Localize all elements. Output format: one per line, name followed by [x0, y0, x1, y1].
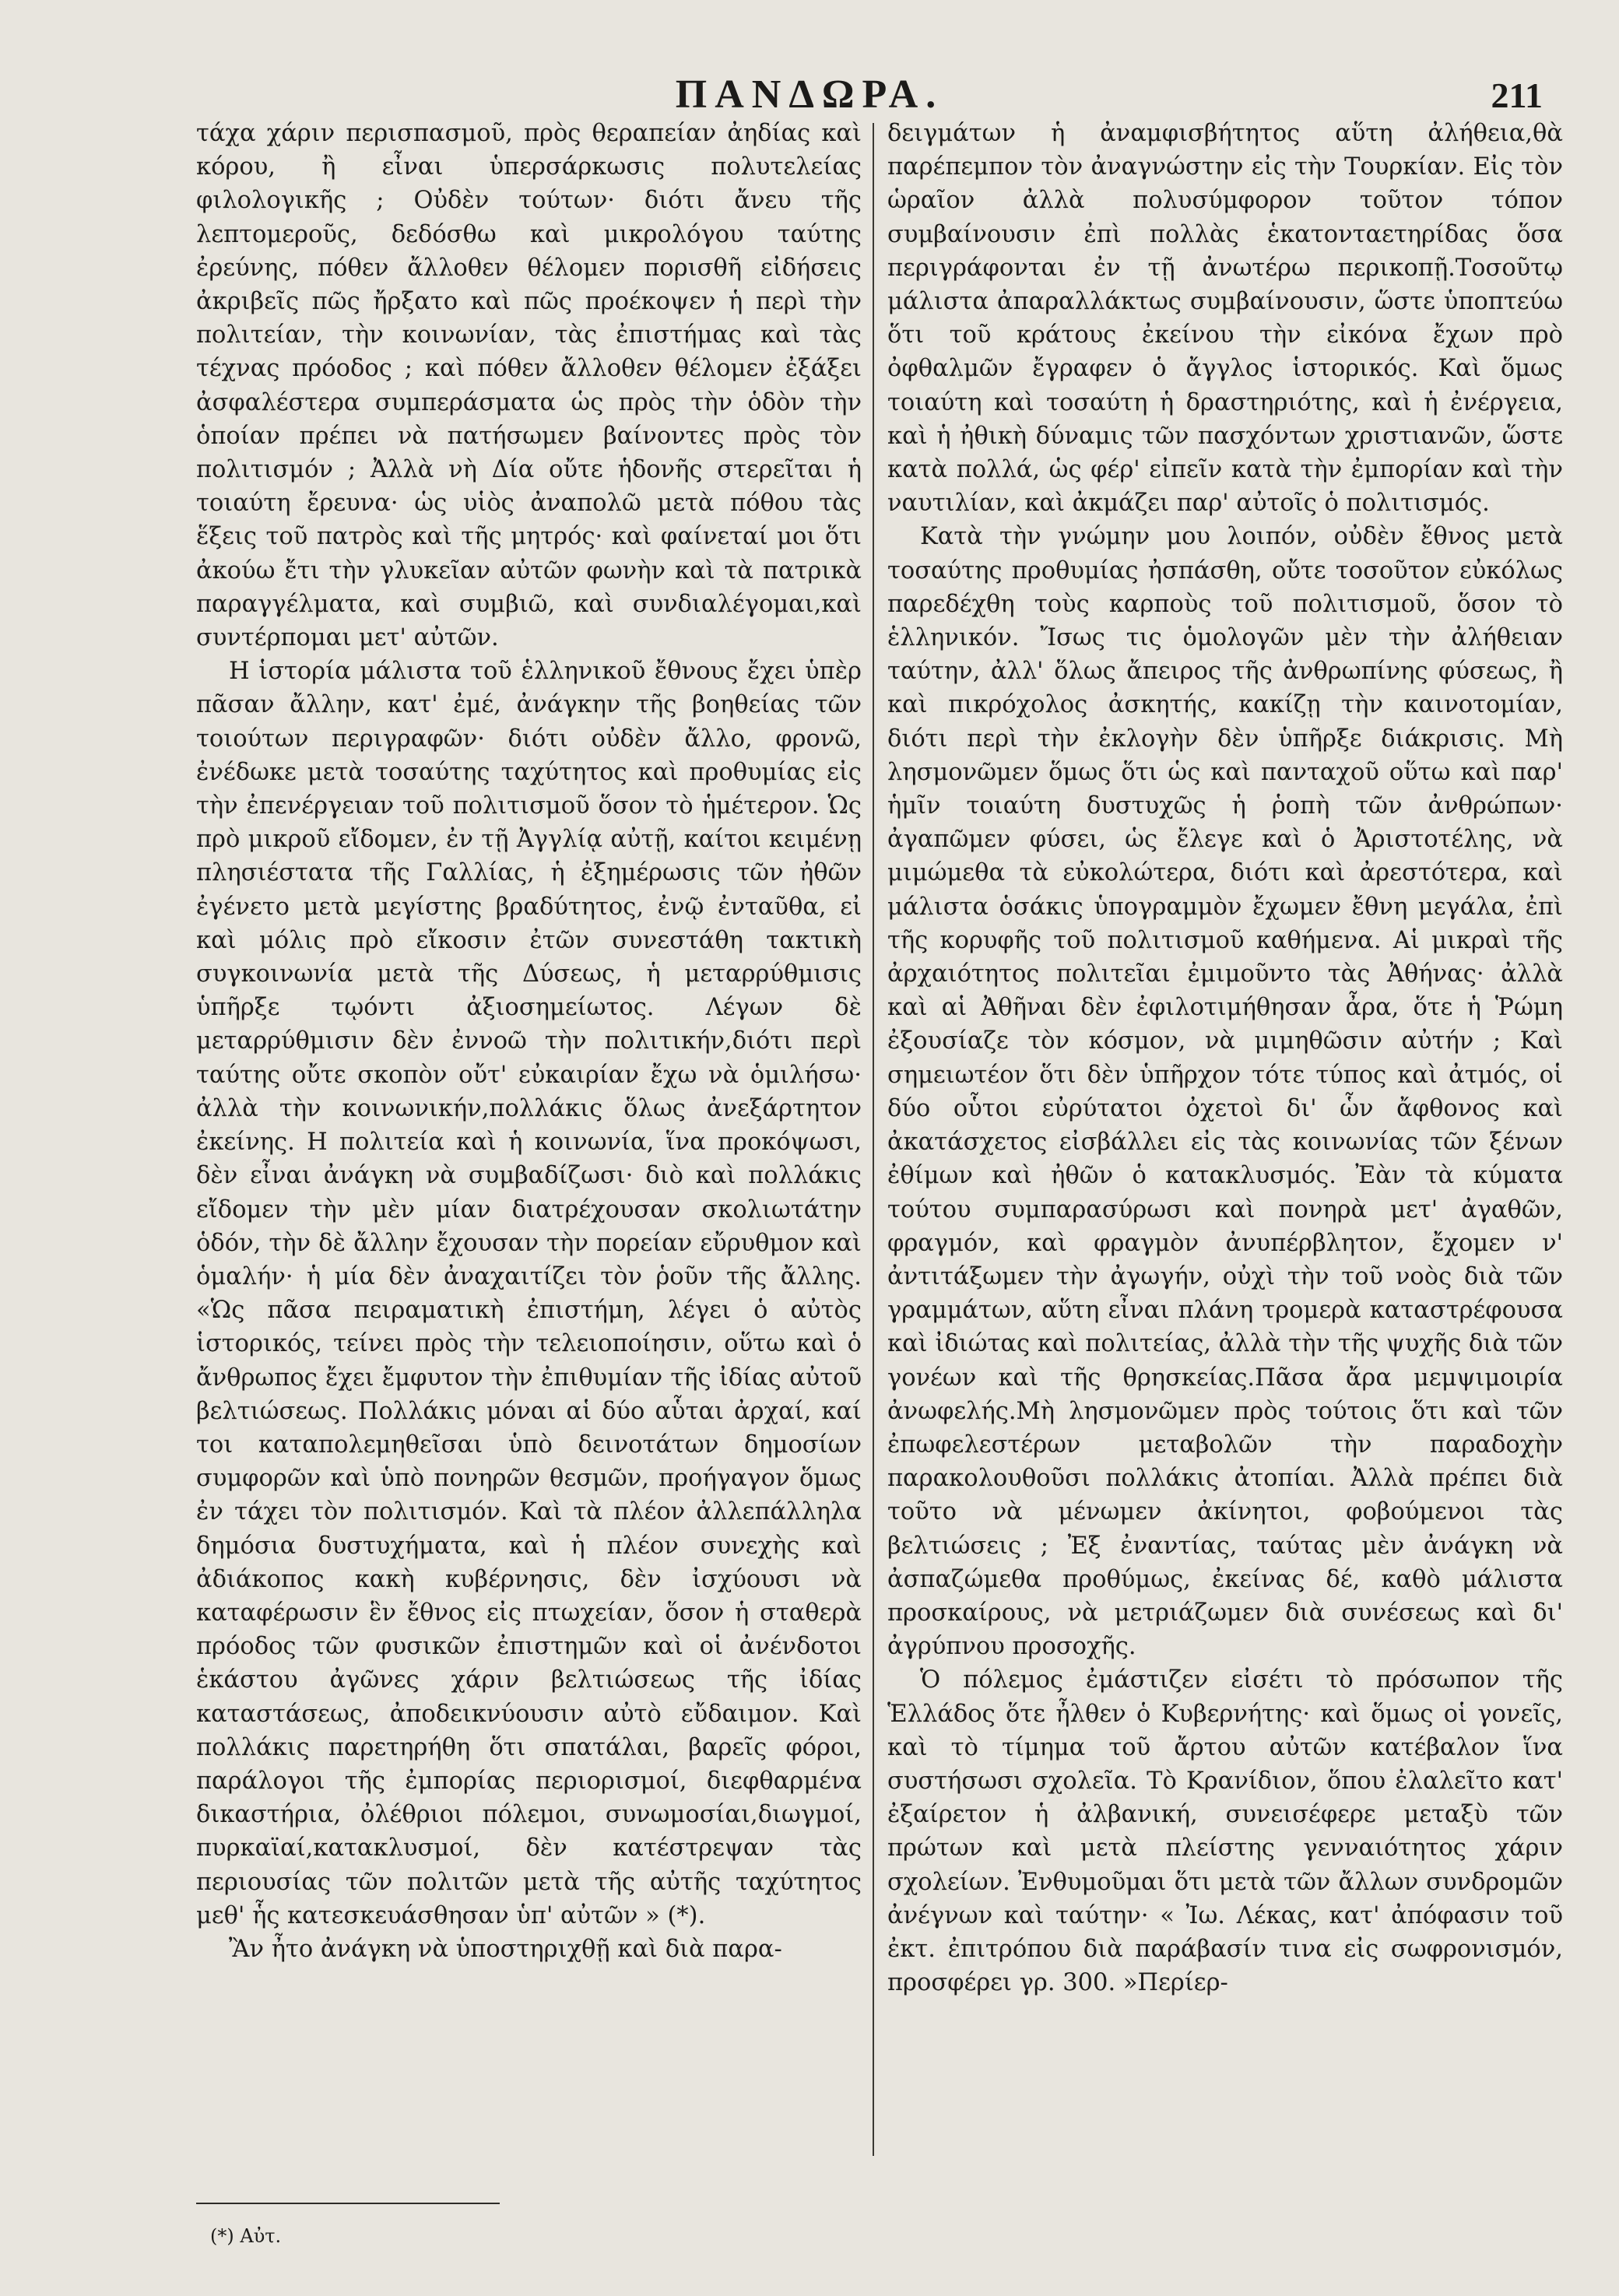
column-divider — [873, 123, 874, 2156]
left-paragraph-2: Η ἱστορία μάλιστα τοῦ ἑλληνικοῦ ἔθνους ἔχει ὑπὲρ πᾶσαν ἄλλην, κατ' ἐμέ, ἀνάγκην τῆς βοηθείας τῶν τοιούτων περιγραφῶν· διότι οὐδὲν ἄλλο, φρονῶ, ἐνέδωκε μετὰ τοσαύτης ταχύτητος καὶ προθυμίας εἰς τὴν ἐπενέργειαν τοῦ πολιτισμοῦ ὅσον τὸ ἡμέτερον. Ὡς πρὸ μικροῦ εἴδομεν, ἐν τῇ Ἀγγλίᾳ αὐτῇ, καίτοι κειμένῃ πλησιέστατα τῆς Γαλλίας, ἡ ἐξημέρωσις τῶν ἠθῶν ἐγένετο μετὰ μεγίστης βραδύτητος, ἐνῷ ἐνταῦθα, εἰ καὶ μόλις πρὸ εἴκοσιν ἐτῶν συνεστάθη τακτικὴ συγκοινωνία μετὰ τῆς Δύσεως, ἡ μεταρρύθμισις ὑπῆρξε τῳόντι ἀξιοσημείωτος. Λέγων δὲ μεταρρύθμισιν δὲν ἐννοῶ τὴν πολιτικήν,διότι περὶ ταύτης οὔτε σκοπὸν οὔτ' εὐκαιρίαν ἔχω νὰ ὁμιλήσω· ἀλλὰ τὴν κοινωνικήν,πολλάκις ὅλως ἀνεξάρτητον ἐκείνης. Η πολιτεία καὶ ἡ κοινωνία, ἵνα προκόψωσι, δὲν εἶναι ἀνάγκη νὰ συμβαδίζωσι· διὸ καὶ πολλάκις εἴδομεν τὴν μὲν μίαν διατρέχουσαν σκολιωτάτην ὁδόν, τὴν δὲ ἄλλην ἔχουσαν τὴν πορείαν εὔρυθμον καὶ ὁμαλήν· ἡ μία δὲν ἀναχαιτίζει τὸν ῥοῦν τῆς ἄλλης. «Ὡς πᾶσα πειραματικὴ ἐπιστήμη, λέγει ὁ αὐτὸς ἱστορικός, τείνει πρὸς τὴν τελειοποίησιν, οὕτω καὶ ὁ ἄνθρωπος ἔχει ἔμφυτον τὴν ἐπιθυμίαν τῆς ἰδίας αὐτοῦ βελτιώσεως. Πολλάκις μόναι αἱ δύο αὗται ἀρχαί, καί τοι καταπολεμηθεῖσαι ὑπὸ δεινοτάτων δημοσίων συμφορῶν καὶ ὑπὸ πονηρῶν θεσμῶν, προήγαγον ὅμως ἐν τάχει τὸν πολιτισμόν. Καὶ τὰ πλέον ἀλλεπάλληλα δημόσια δυστυχήματα, καὶ ἡ πλέον συνεχὴς καὶ ἀδιάκοπος κακὴ κυβέρνησις, δὲν ἰσχύουσι νὰ καταφέρωσιν ἓν ἔθνος εἰς πτωχείαν, ὅσον ἡ σταθερὰ πρόοδος τῶν φυσικῶν ἐπιστημῶν καὶ οἱ ἀνένδοτοι ἑκάστου ἀγῶνες χάριν βελτιώσεως τῆς ἰδίας καταστάσεως, ἀποδεικνύουσιν αὐτὸ εὔδαιμον. Καὶ πολλάκις παρετηρήθη ὅτι σπατάλαι, βαρεῖς φόροι, παράλογοι τῆς ἐμπορίας περιορισμοί, διεφθαρμένα δικαστήρια, ὀλέθριοι πόλεμοι, συνωμοσίαι,διωγμοί, πυρκαϊαί,κατακλυσμοί, δὲν κατέστρεψαν τὰς περιουσίας τῶν πολιτῶν μετὰ τῆς αὐτῆς ταχύτητος μεθ' ἧς κατεσκευάσθησαν ὑπ' αὐτῶν » (*). — [196, 658, 862, 1929]
right-paragraph-1: δειγμάτων ἡ ἀναμφισβήτητος αὕτη ἀλήθεια,θὰ παρέπεμπον τὸν ἀναγνώστην εἰς τὴν Τουρκίαν. Εἰς τὸν ὡραῖον ἀλλὰ πολυσύμφορον τοῦτον τόπον συμβαίνουσιν ἐπὶ πολλὰς ἑκατονταετηρίδας ὅσα περιγράφονται ἐν τῇ ἀνωτέρω περικοπῇ.Τοσοῦτῳ μάλιστα ἀπαραλλάκτως συμβαίνουσιν, ὥστε ὑποπτεύω ὅτι τοῦ κράτους ἐκείνου τὴν εἰκόνα ἔχων πρὸ ὀφθαλμῶν ἔγραφεν ὁ ἄγγλος ἱστορικός. Καὶ ὅμως τοιαύτη καὶ τοσαύτη ἡ δραστηριότης, καὶ ἡ ἐνέργεια, καὶ ἡ ἠθικὴ δύναμις τῶν πασχόντων χριστιανῶν, ὥστε κατὰ πολλά, ὡς φέρ' εἰπεῖν κατὰ τὴν ἐμπορίαν καὶ τὴν ναυτιλίαν, καὶ ἀκμάζει παρ' αὐτοῖς ὁ πολιτισμός. — [887, 120, 1563, 518]
footnote: (*) Αὐτ. — [210, 2225, 282, 2247]
left-paragraph-3: Ἂν ἦτο ἀνάγκη νὰ ὑποστηριχθῇ καὶ διὰ παρα- — [229, 1935, 782, 1963]
left-paragraph-1: τάχα χάριν περισπασμοῦ, πρὸς θεραπείαν ἀηδίας καὶ κόρου, ἢ εἶναι ὑπερσάρκωσις πολυτελείας φιλολογικῆς ; Οὐδὲν τούτων· διότι ἄνευ τῆς λεπτομεροῦς, δεδόσθω καὶ μικρολόγου ταύτης ἐρεύνης, πόθεν ἄλλοθεν θέλομεν πορισθῆ εἰδήσεις ἀκριβεῖς πῶς ἤρξατο καὶ πῶς προέκοψεν ἡ περὶ τὴν πολιτείαν, τὴν κοινωνίαν, τὰς ἐπιστήμας καὶ τὰς τέχνας πρόοδος ; καὶ πόθεν ἄλλοθεν θέλομεν ἐξάξει ἀσφαλέστερα συμπεράσματα ὡς πρὸς τὴν ὁδὸν τὴν ὁποίαν πρέπει νὰ πατήσωμεν βαίνοντες πρὸς τὸν πολιτισμόν ; Ἀλλὰ νὴ Δία οὔτε ἡδονῆς στερεῖται ἡ τοιαύτη ἔρευνα· ὡς υἱὸς ἀναπολῶ μετὰ πόθου τὰς ἕξεις τοῦ πατρὸς καὶ τῆς μητρός· καὶ φαίνεταί μοι ὅτι ἀκούω ἔτι τὴν γλυκεῖαν αὐτῶν φωνὴν καὶ τὰ πατρικὰ παραγγέλματα, καὶ συμβιῶ, καὶ συνδιαλέγομαι,καὶ συντέρπομαι μετ' αὐτῶν. — [196, 120, 862, 652]
running-head — [0, 72, 1619, 118]
right-paragraph-2: Κατὰ τὴν γνώμην μου λοιπόν, οὐδὲν ἔθνος μετὰ τοσαύτης προθυμίας ἠσπάσθη, οὔτε τοσοῦτον εὐκόλως παρεδέχθη τοὺς καρποὺς τοῦ πολιτισμοῦ, ὅσον τὸ ἑλληνικόν. Ἴσως τις ὁμολογῶν μὲν τὴν ἀλήθειαν ταύτην, ἀλλ' ὅλως ἄπειρος τῆς ἀνθρωπίνης φύσεως, ἢ καὶ πικρόχολος ἀσκητής, κακίζῃ τὴν καινοτομίαν, διότι περὶ τὴν ἐκλογὴν δὲν ὑπῆρξε διάκρισις. Μὴ λησμονῶμεν ὅμως ὅτι ὡς καὶ πανταχοῦ οὕτω καὶ παρ' ἡμῖν τοιαύτη δυστυχῶς ἡ ῥοπὴ τῶν ἀνθρώπων· ἀγαπῶμεν φύσει, ὡς ἔλεγε καὶ ὁ Ἀριστοτέλης, νὰ μιμώμεθα τὰ εὐκολώτερα, διότι καὶ ἀρεστότερα, καὶ μάλιστα ὁσάκις ὑπογραμμὸν ἔχωμεν ἔθνη μεγάλα, ἐπὶ τῆς κορυφῆς τοῦ πολιτισμοῦ καθήμενα. Αἱ μικραὶ τῆς ἀρχαιότητος πολιτεῖαι ἐμιμοῦντο τὰς Ἀθήνας· ἀλλὰ καὶ αἱ Ἀθῆναι δὲν ἐφιλοτιμήθησαν ἆρα, ὅτε ἡ Ῥώμη ἐξουσίαζε τὸν κόσμον, νὰ μιμηθῶσιν αὐτήν ; Καὶ σημειωτέον ὅτι δὲν ὑπῆρχον τότε τύπος καὶ ἀτμός, οἱ δύο οὗτοι εὐρύτατοι ὀχετοὶ δι' ὧν ἄφθονος καὶ ἀκατάσχετος εἰσβάλλει εἰς τὰς κοινωνίας τῶν ξένων ἐθίμων καὶ ἠθῶν ὁ κατακλυσμός. Ἐὰν τὰ κύματα τούτου συμπαρασύρωσι καὶ πονηρὰ μετ' ἀγαθῶν, φραγμόν, καὶ φραγμὸν ἀνυπέρβλητον, ἔχομεν ν' ἀντιτάξωμεν τὴν ἀγωγήν, οὐχὶ τὴν τοῦ νοὸς διὰ τῶν γραμμάτων, αὕτη εἶναι πλάνη τρομερὰ καταστρέφουσα καὶ ἰδιώτας καὶ πολιτείας, ἀλλὰ τὴν τῆς ψυχῆς διὰ τῶν γονέων καὶ τῆς θρησκείας.Πᾶσα ἄρα μεμψιμοιρία ἀνωφελής.Μὴ λησμονῶμεν πρὸς τούτοις ὅτι καὶ τῶν ἐπωφελεστέρων μεταβολῶν τὴν παραδοχὴν παρακολουθοῦσι πολλάκις ἀτοπίαι. Ἀλλὰ πρέπει διὰ τοῦτο νὰ μένωμεν ἀκίνητοι, φοβούμενοι τὰς βελτιώσεις ; Ἐξ ἐναντίας, ταύτας μὲν ἀνάγκη νὰ ἀσπαζώμεθα προθύμως, ἐκείνας δέ, καθὸ μάλιστα προσκαίρους, νὰ μετριάζωμεν διὰ συνέσεως καὶ δι' ἀγρύπνου προσοχῆς. — [887, 523, 1563, 1661]
footnote-rule — [196, 2203, 500, 2204]
page-number: 211 — [1491, 75, 1543, 115]
left-column — [196, 117, 862, 2212]
running-title: ΠΑΝΔΩΡΑ. — [675, 72, 944, 117]
right-column — [887, 117, 1563, 2212]
right-paragraph-3: Ὁ πόλεμος ἐμάστιζεν εἰσέτι τὸ πρόσωπον τῆς Ἑλλάδος ὅτε ἦλθεν ὁ Κυβερνήτης· καὶ ὅμως οἱ γονεῖς, καὶ τὸ τίμημα τοῦ ἄρτου αὐτῶν κατέβαλον ἵνα συστήσωσι σχολεῖα. Τὸ Κρανίδιον, ὅπου ἐλαλεῖτο κατ' ἐξαίρετον ἡ ἀλβανική, συνεισέφερε μεταξὺ τῶν πρώτων καὶ μετὰ πλείστης γενναιότητος χάριν σχολείων. Ἐνθυμοῦμαι ὅτι μετὰ τῶν ἄλλων συνδρομῶν ἀνέγνων καὶ ταύτην· « Ἰω. Λέκας, κατ' ἀπόφασιν τοῦ ἐκτ. ἐπιτρόπου διὰ παράβασίν τινα εἰς σωφρονισμόν, προσφέρει γρ. 300. »Περίερ- — [887, 1666, 1563, 1997]
